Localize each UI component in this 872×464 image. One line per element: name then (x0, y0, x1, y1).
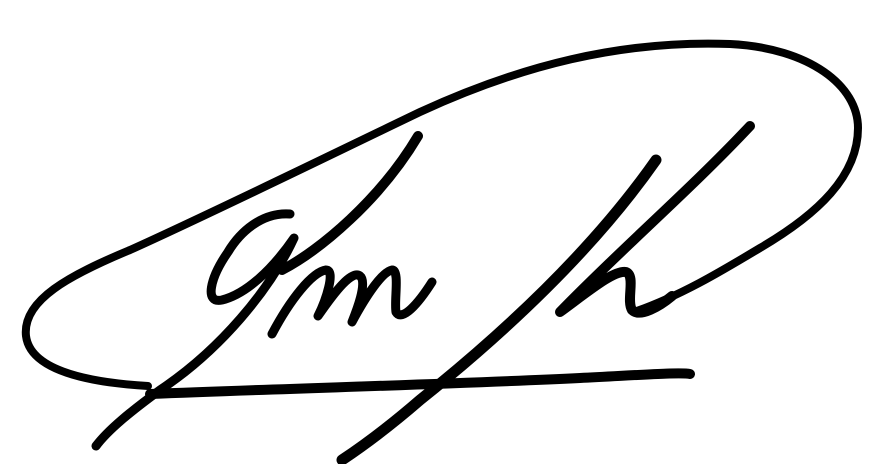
signature-loop-stroke (26, 44, 858, 386)
signature-descender-stroke (342, 160, 656, 460)
signature-underline-stroke (150, 373, 690, 394)
signature-strokes (26, 44, 858, 460)
signature-middle-letters-stroke (272, 270, 432, 334)
signature-tall-stroke-1 (282, 136, 418, 270)
signature-final-letter-stroke (560, 126, 750, 313)
